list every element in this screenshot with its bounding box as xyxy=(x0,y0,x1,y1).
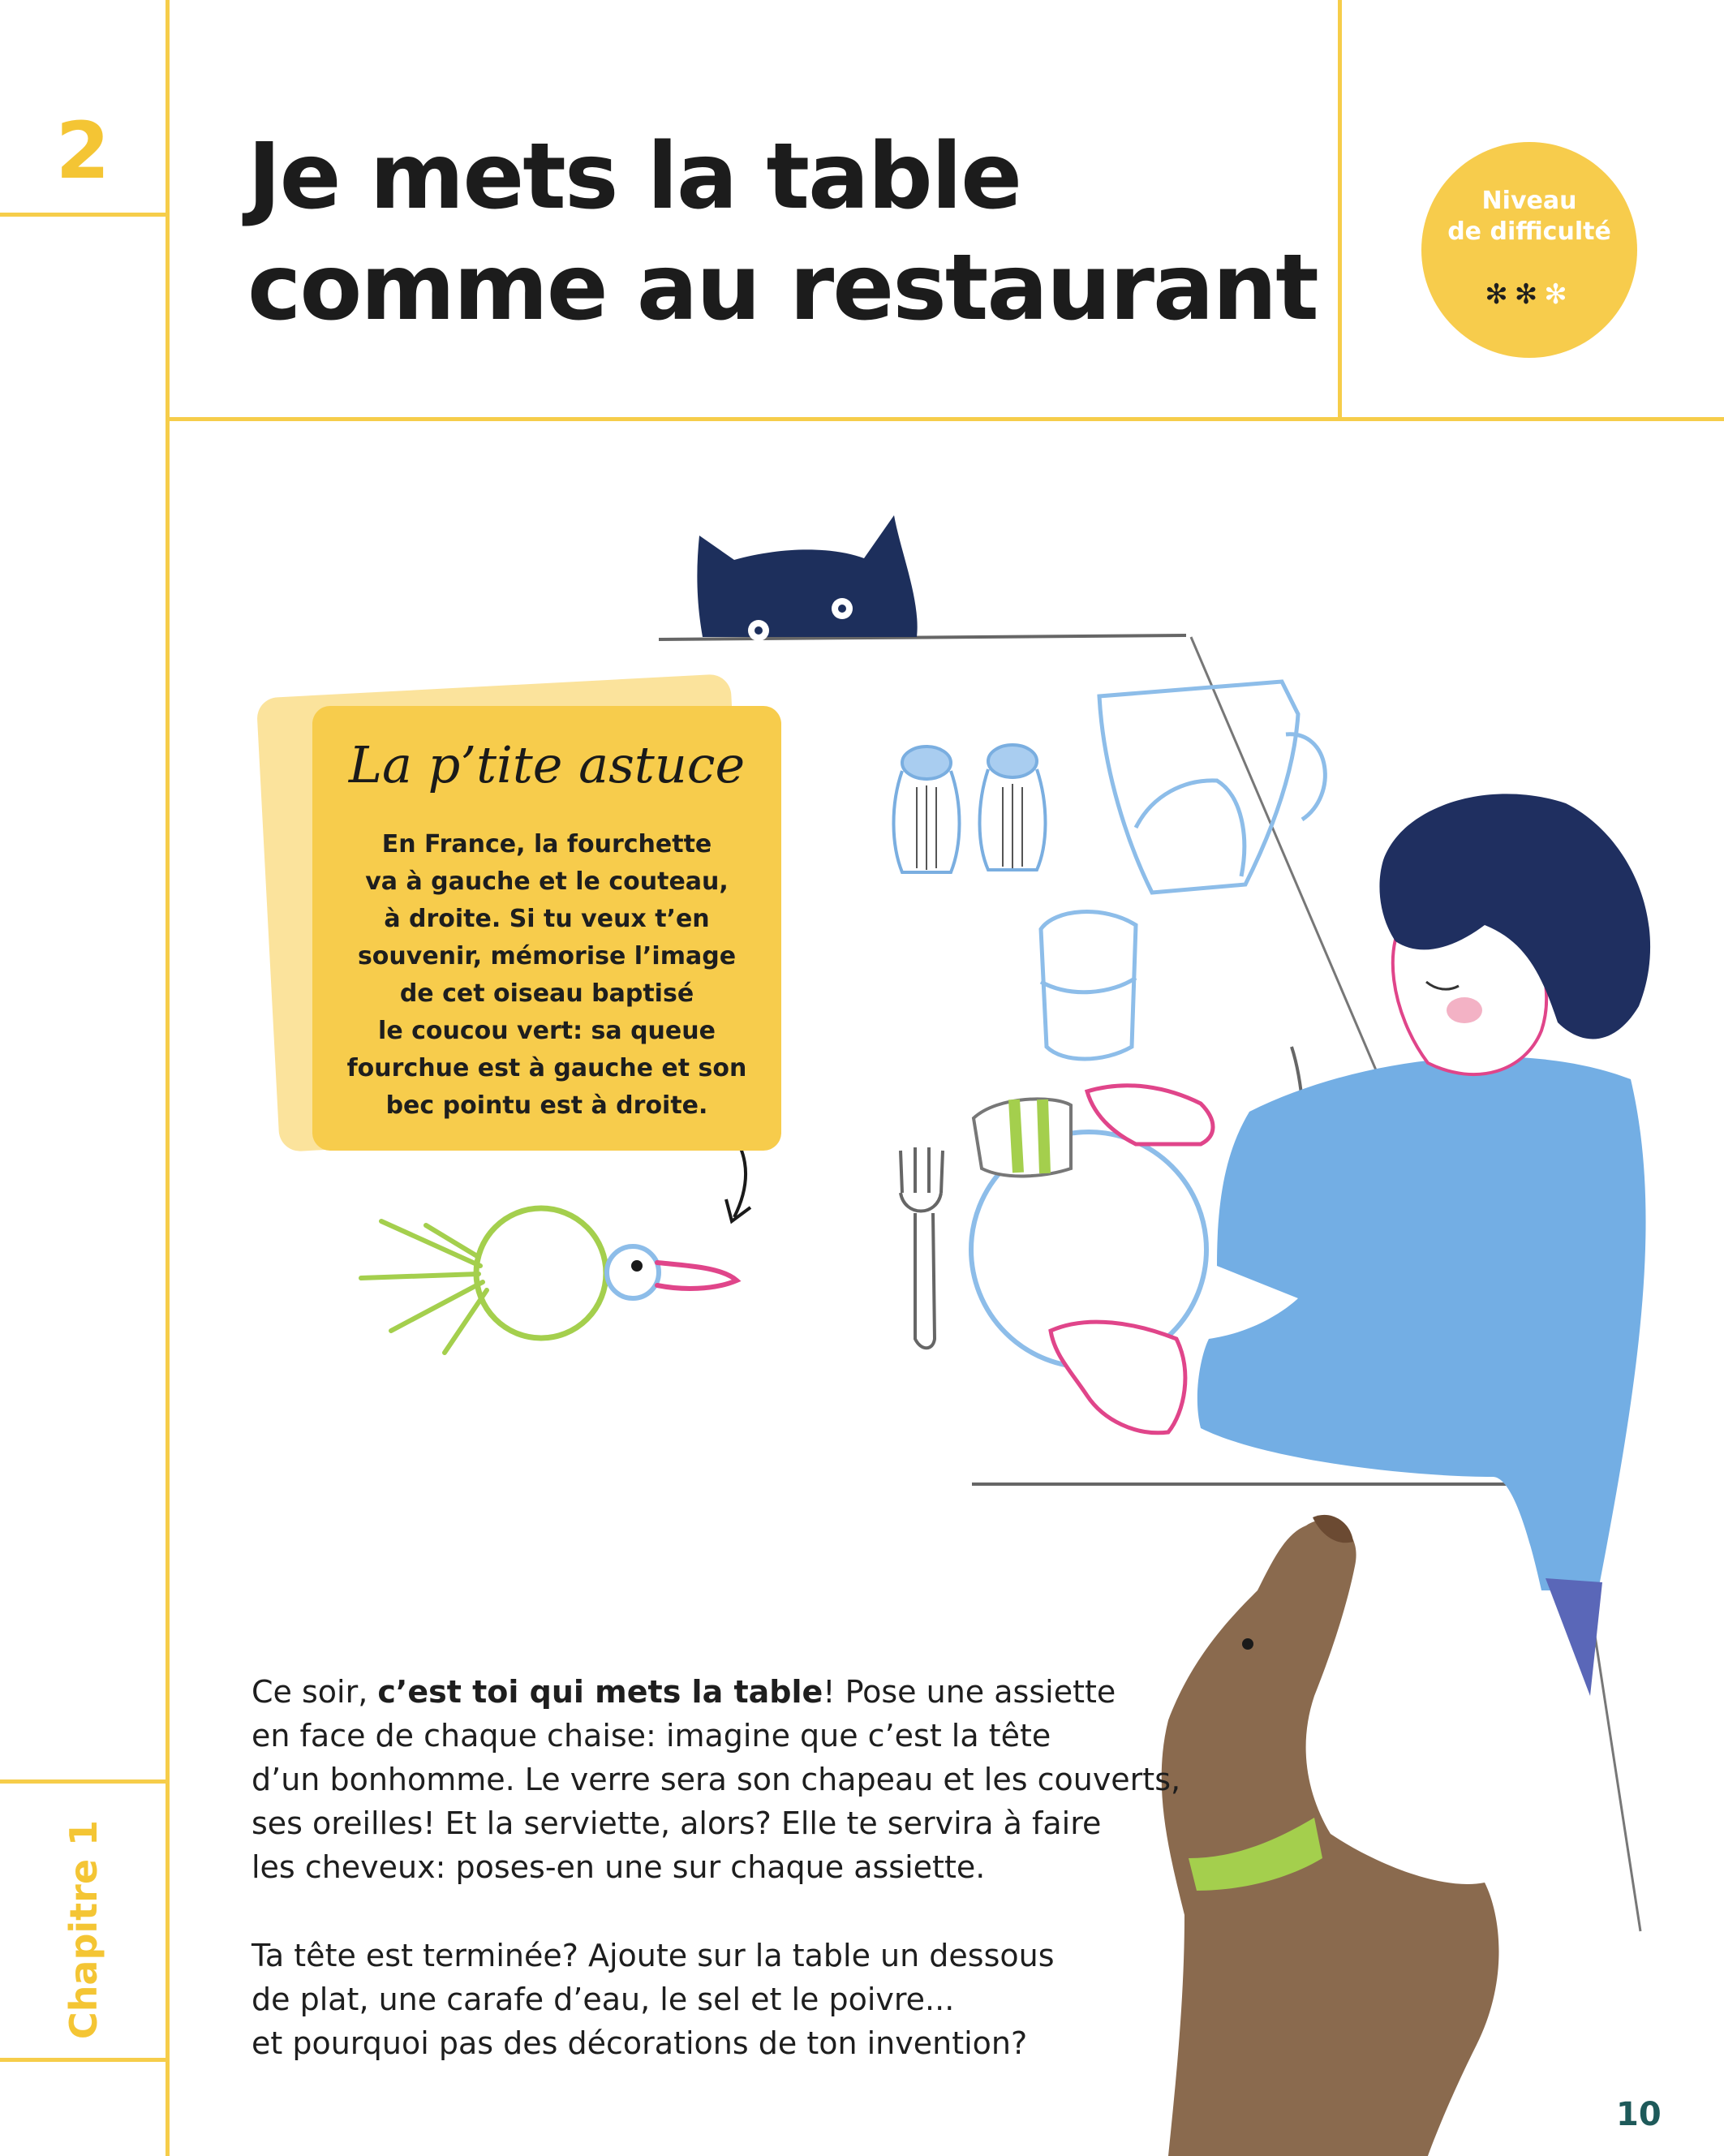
tip-text-line: fourchue est à gauche et son xyxy=(346,1054,747,1082)
difficulty-star-filled-icon: ✻ xyxy=(1485,278,1515,311)
tip-text-line: va à gauche et le couteau, xyxy=(365,867,729,896)
body-line xyxy=(252,1670,1180,1714)
difficulty-star-empty-icon: ✻ xyxy=(1544,278,1574,311)
page-number: 10 xyxy=(1616,2096,1662,2133)
tip-text-line: souvenir, mémorise l’image xyxy=(357,942,737,970)
tip-text-line: de cet oiseau baptisé xyxy=(399,979,694,1008)
tip-text xyxy=(345,826,749,1125)
body-line: de plat, une carafe d’eau, le sel et le poivre... xyxy=(252,1982,955,2017)
body-bold-text: c’est toi qui mets la table xyxy=(377,1674,823,1710)
body-line: Ta tête est terminée? Ajoute sur la table un dessous xyxy=(252,1938,1055,1973)
difficulty-label-line-1: Niveau xyxy=(1481,187,1577,215)
napkin-illustration xyxy=(974,1099,1071,1176)
title-line-1: Je mets la table xyxy=(247,124,1021,230)
body-text: Ce soir, xyxy=(252,1674,378,1710)
body-line: et pourquoi pas des décorations de ton invention? xyxy=(252,2025,1028,2061)
difficulty-star-filled-icon: ✻ xyxy=(1514,278,1545,311)
glass-illustration xyxy=(1041,912,1136,1059)
tip-box xyxy=(312,706,781,1151)
cat-illustration xyxy=(697,515,917,641)
water-pitcher-illustration xyxy=(1099,682,1325,893)
body-text: ! Pose une assiette xyxy=(823,1674,1116,1710)
tip-heading: La p’tite astuce xyxy=(348,735,746,794)
fork-illustration xyxy=(901,1147,943,1348)
body-line: ses oreilles! Et la serviette, alors? Elle te servira à faire xyxy=(252,1805,1102,1841)
body-paragraph-1 xyxy=(252,1670,1180,1889)
body-line: d’un bonhomme. Le verre sera son chapeau et les couverts, xyxy=(252,1762,1181,1797)
tip-text-line: bec pointu est à droite. xyxy=(385,1091,708,1120)
body-paragraph-2 xyxy=(252,1934,1055,2065)
chapter-side-label-text: Chapitre 1 xyxy=(62,1819,105,2040)
tip-text-line: à droite. Si tu veux t’en xyxy=(384,905,710,933)
body-line: en face de chaque chaise: imagine que c’est la tête xyxy=(252,1718,1051,1754)
salt-shaker-illustration xyxy=(894,747,960,872)
pepper-shaker-illustration xyxy=(980,745,1046,870)
coucou-bird-illustration xyxy=(361,1208,737,1353)
dog-illustration xyxy=(1162,1515,1499,2156)
difficulty-label-line-2: de difficulté xyxy=(1447,217,1611,246)
title-line-2: comme au restaurant xyxy=(247,235,1318,341)
tip-text-line: En France, la fourchette xyxy=(381,830,712,859)
body-line: les cheveux: poses-en une sur chaque assiette. xyxy=(252,1849,986,1885)
tip-text-line: le coucou vert: sa queue xyxy=(378,1017,716,1045)
activity-number: 2 xyxy=(55,105,110,196)
